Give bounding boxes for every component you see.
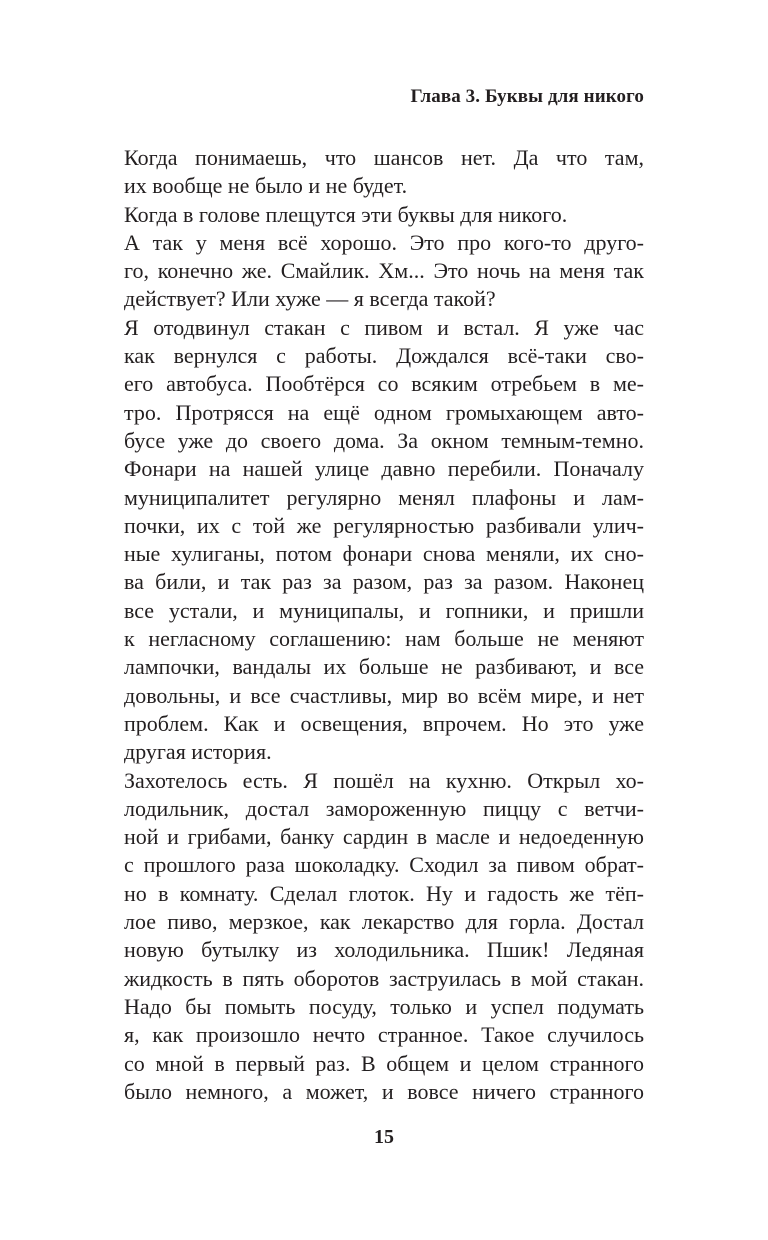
text-line: жидкость в пять оборотов заструилась в мой стакан. — [124, 965, 644, 991]
text-line: я, как произошло нечто странное. Такое случилось — [124, 1022, 644, 1048]
text-line: новую бутылку из холодильника. Пшик! Ледяная — [124, 937, 644, 963]
text-line: к негласному соглашению: нам больше не меняют — [124, 626, 644, 652]
text-line: проблем. Как и освещения, впрочем. Но это уже — [124, 710, 644, 736]
text-line: было немного, а может, и вовсе ничего странного — [124, 1078, 644, 1104]
text-line: другая история. — [124, 739, 272, 765]
body-text — [124, 144, 644, 1106]
text-line: ной и грибами, банку сардин в масле и недоеденную — [124, 824, 644, 850]
text-line: Когда понимаешь, что шансов нет. Да что там, — [124, 145, 644, 170]
text-line: Надо бы помыть посуду, только и успел подумать — [124, 993, 644, 1019]
text-line: с прошлого раза шоколадку. Сходил за пивом обрат- — [124, 852, 644, 878]
text-line: го, конечно же. Смайлик. Хм... Это ночь на меня так — [124, 258, 644, 284]
text-line: лампочки, вандалы их больше не разбивают, и все — [124, 654, 644, 680]
text-line: лодильник, достал замороженную пиццу с ветчи- — [124, 795, 644, 821]
text-line: со мной в первый раз. В общем и целом странного — [124, 1050, 644, 1076]
text-line: Фонари на нашей улице давно перебили. Поначалу — [124, 456, 644, 482]
text-line: действует? Или хуже — я всегда такой? — [124, 286, 496, 312]
text-line: все устали, и муниципалы, и гопники, и пришли — [124, 597, 644, 623]
text-line: его автобуса. Пообтёрся со всяким отребьем в ме- — [124, 371, 644, 397]
text-line: их вообще не было и не будет. — [124, 173, 408, 199]
text-line: бусе уже до своего дома. За окном темным-темно. — [124, 427, 644, 453]
text-line: А так у меня всё хорошо. Это про кого-то друго- — [124, 229, 644, 255]
text-line: почки, их с той же регулярностью разбивали улич- — [124, 512, 644, 538]
text-line: ва били, и так раз за разом, раз за разом. Наконец — [124, 569, 644, 595]
text-line: но в комнату. Сделал глоток. Ну и гадость же тёп- — [124, 880, 644, 906]
text-line: Я отодвинул стакан с пивом и встал. Я уже час — [124, 314, 644, 340]
text-line: как вернулся с работы. Дождался всё-таки сво- — [124, 343, 644, 369]
text-line: тро. Протрясся на ещё одном громыхающем авто- — [124, 399, 644, 425]
text-line: ные хулиганы, потом фонари снова меняли, их сно- — [124, 541, 644, 567]
text-line: муниципалитет регулярно менял плафоны и лам- — [124, 484, 644, 510]
text-line: довольны, и все счастливы, мир во всём мире, и нет — [124, 682, 644, 708]
page-number: 15 — [374, 1126, 394, 1148]
running-head: Глава 3. Буквы для никого — [410, 86, 644, 107]
text-line: Когда в голове плещутся эти буквы для никого. — [124, 201, 568, 227]
text-line: лое пиво, мерзкое, как лекарство для горла. Достал — [124, 909, 644, 935]
text-line: Захотелось есть. Я пошёл на кухню. Открыл хо- — [124, 767, 644, 793]
